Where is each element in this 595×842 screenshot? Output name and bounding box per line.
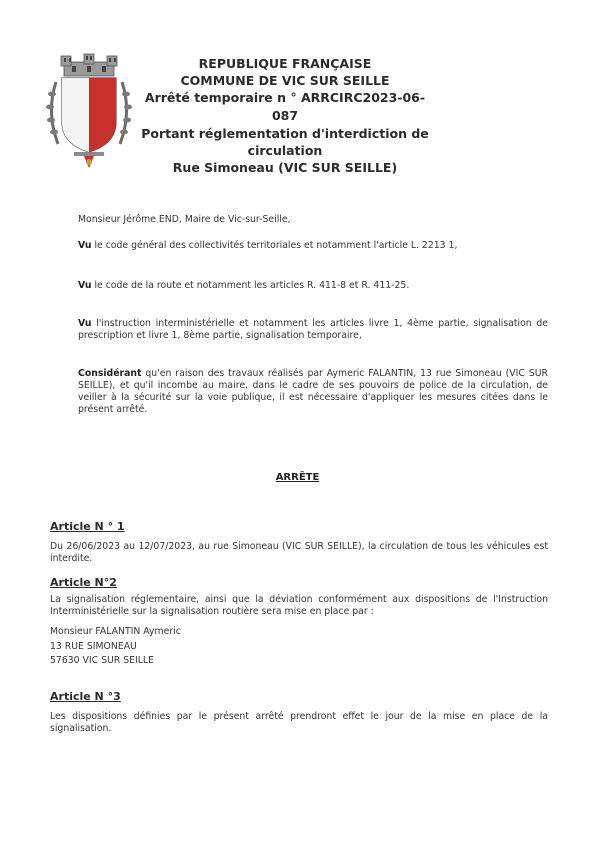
- header-subject: Portant réglementation d'interdiction de circulation: [141, 126, 429, 158]
- vu-text: le code de la route et notamment les articles R. 411-8 et R. 411-25.: [91, 280, 410, 291]
- vu-text: le code général des collectivités territoriales et notamment l'article L. 2213 1,: [91, 240, 458, 251]
- considerant-keyword: Considérant: [78, 368, 142, 379]
- article-2-text: La signalisation réglementaire, ainsi que la déviation conformément aux dispositions de l'Instruction Interministérielle sur la signalisation routière sera mise en place par :: [50, 594, 548, 617]
- address-street: 13 RUE SIMONEAU: [50, 640, 137, 652]
- article-1-title: Article N ° 1: [50, 520, 125, 533]
- considerant-text: qu'en raison des travaux réalisés par Aymeric FALANTIN, 13 rue Simoneau (VIC SUR SEILLE), et qu'il incombe au maire, dans le cadre de ses pouvoirs de police de la circulation, de veiller à la sécurité sur la voie publique, il est nécessaire d'appliquer les mesures citées dans le présent arrêté.: [78, 368, 548, 415]
- article-1-text: Du 26/06/2023 au 12/07/2023, au rue Simoneau (VIC SUR SEILLE), la circulation de tous les véhicules est interdite.: [50, 541, 548, 564]
- header-street: Rue Simoneau (VIC SUR SEILLE): [172, 160, 398, 175]
- intro-mayor: Monsieur Jérôme END, Maire de Vic-sur-Seille,: [78, 214, 291, 225]
- document-header: [140, 55, 430, 176]
- address-city: 57630 VIC SUR SEILLE: [50, 655, 154, 666]
- header-arrete-number: Arrêté temporaire n ° ARRCIRC2023-06-087: [144, 90, 426, 123]
- vu-keyword: Vu: [78, 318, 92, 329]
- considerant-paragraph: [78, 368, 548, 416]
- article-3-text: Les dispositions définies par le présent arrêté prendront effet le jour de la mise en place de la signalisation.: [50, 711, 548, 734]
- contractor-address: [50, 625, 181, 669]
- article-2-title: Article N°2: [50, 576, 117, 589]
- vu-paragraph-3: [78, 318, 548, 342]
- coat-of-arms-logo: [44, 52, 134, 170]
- vu-text: l'instruction interministérielle et notamment les articles livre 1, 4ème partie, signalisation de prescription et livre 1, 8ème partie, signalisation temporaire,: [78, 318, 548, 341]
- vu-paragraph-1: [78, 240, 548, 252]
- vu-keyword: Vu: [78, 280, 92, 291]
- header-republique: REPUBLIQUE FRANÇAISE: [198, 56, 372, 71]
- address-name: Monsieur FALANTIN Aymeric: [50, 626, 181, 637]
- header-commune: COMMUNE DE VIC SUR SEILLE: [180, 73, 390, 88]
- arrete-title: ARRÊTE: [275, 472, 320, 483]
- article-3-title: Article N °3: [50, 690, 121, 703]
- vu-keyword: Vu: [78, 240, 92, 251]
- vu-paragraph-2: [78, 280, 548, 292]
